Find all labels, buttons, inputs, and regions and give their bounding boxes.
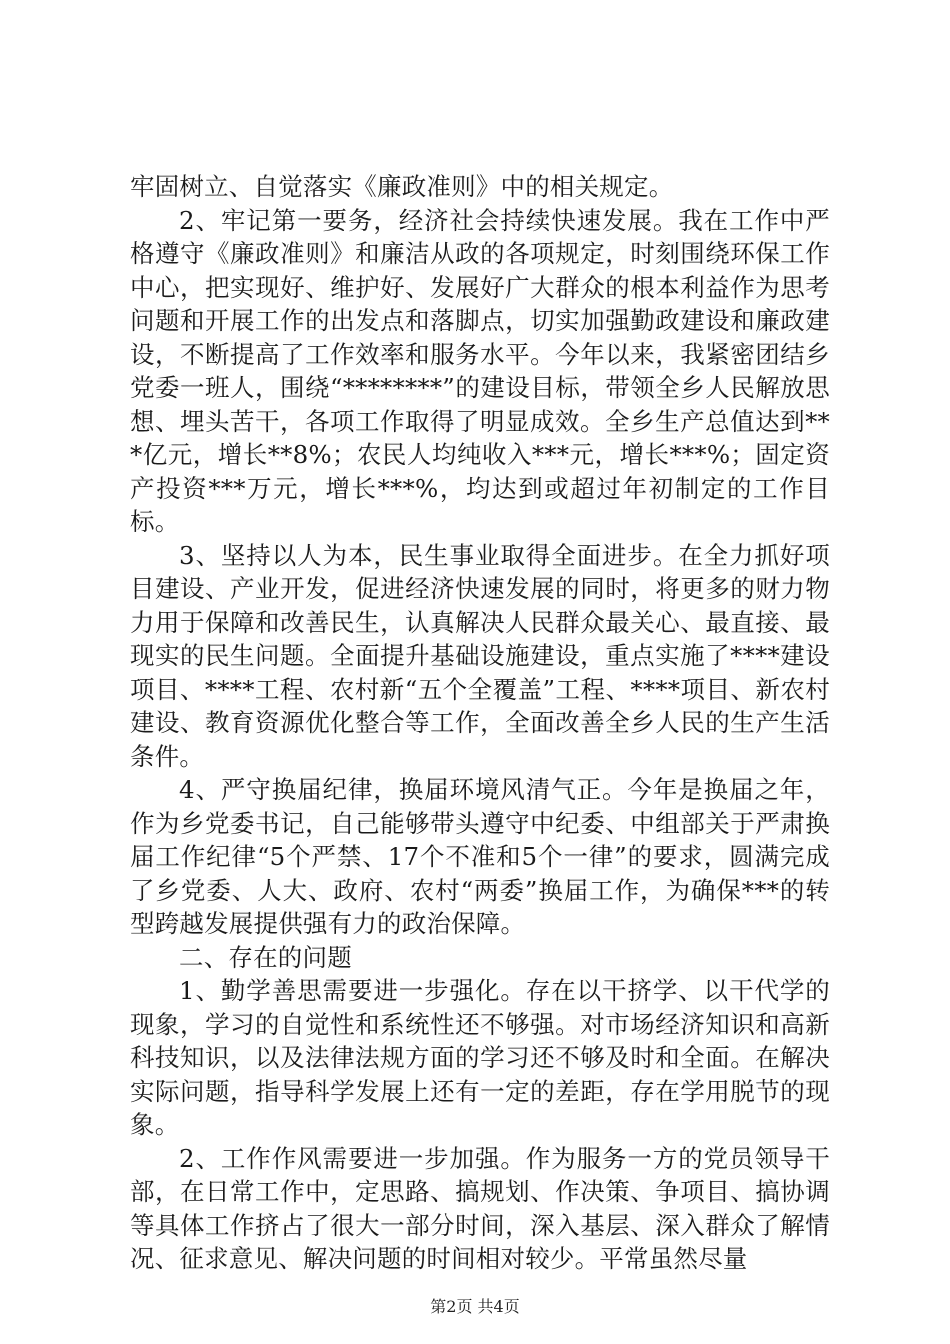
paragraph-item-livelihood: 3、坚持以人为本，民生事业取得全面进步。在全力抓好项目建设、产业开发，促进经济快速发展的同时，将更多的财力物力用于保障和改善民生，认真解决人民群众最关心、最直接、最现实的民生问题。全面提升基础设施建设，重点实施了****建设项目、****工程、农村新“五个全覆盖”工程、****项目、新农村建设、教育资源优化整合等工作，全面改善全乡人民的生产生活条件。 <box>130 540 830 771</box>
paragraph-item-election-discipline: 4、严守换届纪律，换届环境风清气正。今年是换届之年，作为乡党委书记，自己能够带头遵守中纪委、中组部关于严肃换届工作纪律“5个严禁、17个不准和5个一律”的要求，圆满完成了乡党委、人大、政府、农村“两委”换届工作，为确保***的转型跨越发展提供强有力的政治保障。 <box>130 775 830 938</box>
page-footer: 第2页 共4页 <box>430 1297 520 1316</box>
paragraph-item-study: 1、勤学善思需要进一步强化。存在以干挤学、以干代学的现象，学习的自觉性和系统性还不够强。对市场经济知识和高新科技知识，以及法律法规方面的学习还不够及时和全面。在解决实际问题，指导科学发展上还有一定的差距，存在学用脱节的现象。 <box>130 976 830 1139</box>
document-body <box>130 170 830 1276</box>
paragraph-continuation: 牢固树立、自觉落实《廉政准则》中的相关规定。 <box>130 172 674 201</box>
paragraph-item-economic-development: 2、牢记第一要务，经济社会持续快速发展。我在工作中严格遵守《廉政准则》和廉洁从政的各项规定，时刻围绕环保工作中心，把实现好、维护好、发展好广大群众的根本利益作为思考问题和开展工作的出发点和落脚点，切实加强勤政建设和廉政建设，不断提高了工作效率和服务水平。今年以来，我紧密团结乡党委一班人，围绕“********”的建设目标，带领全乡人民解放思想、埋头苦干，各项工作取得了明显成效。全乡生产总值达到***亿元，增长**8%；农民人均纯收入***元，增长***%；固定资产投资***万元，增长***%，均达到或超过年初制定的工作目标。 <box>130 205 830 536</box>
paragraph-item-work-style: 2、工作作风需要进一步加强。作为服务一方的党员领导干部，在日常工作中，定思路、搞规划、作决策、争项目、搞协调等具体工作挤占了很大一部分时间，深入基层、深入群众了解情况、征求意见、解决问题的时间相对较少。平常虽然尽量 <box>130 1143 830 1273</box>
section-heading-problems: 二、存在的问题 <box>179 942 352 972</box>
